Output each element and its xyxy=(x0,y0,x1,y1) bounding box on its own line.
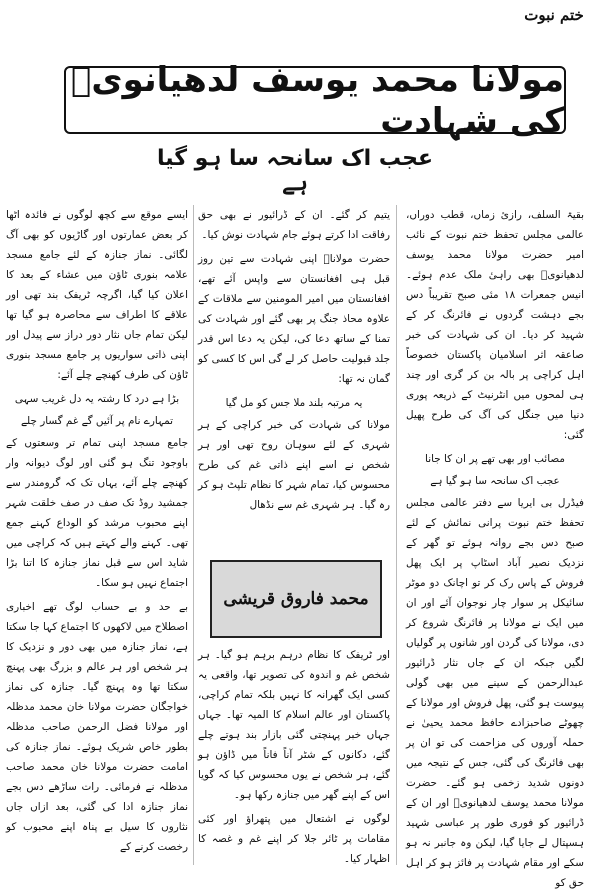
verse-line: بڑا ہے درد کا رشتہ یہ دل غریب سہی xyxy=(14,393,180,405)
paragraph: اور ٹریفک کا نظام درہم برہم ہو گیا۔ ہر شخص غم و اندوہ کی تصویر تھا، واقعی یہ کسی ایک گھرانہ کا نہیں بلکہ تمام کراچی، پاکستان اور عالم اسلام کا المیہ تھا۔ جہاں جہاں خبر پہنچتی گئی بازار بند ہوتے چلے گئے، دکانوں کے شٹر آناً فاناً میں ڈاؤن ہو گئے، ہر شخص نے یوں محسوس کیا کہ گویا اس کے اپنے گھر میں جنازہ رکھا ہو۔ xyxy=(198,649,390,801)
column-divider xyxy=(396,205,397,865)
paragraph: لوگوں نے اشتعال میں پتھراؤ اور کئی مقامات پر ٹائر جلا کر اپنے غم و غصہ کا اظہار کیا۔ xyxy=(198,813,390,865)
paragraph: جامع مسجد اپنی تمام تر وسعتوں کے باوجود تنگ ہو گئی اور لوگ دیوانہ وار کھنچے چلے آئے، یہاں تک کہ گرومندر سے جمشید روڈ تک صف در صف خلقت شہر اپنے محبوب مرشد کو الوداع کہنے جمع تھی۔ کہنے والے کہتے ہیں کہ کراچی میں شاید اس سے قبل نماز جنازہ کا اتنا بڑا اجتماع نہیں ہو سکا۔ xyxy=(6,437,188,589)
article-column-1 xyxy=(406,205,584,889)
article-column-2-continued xyxy=(198,645,390,865)
article-column-3 xyxy=(6,205,188,865)
magazine-masthead: ختم نبوت xyxy=(524,6,584,24)
article-title: مولانا محمد یوسف لدھیانویؒ کی شہادت xyxy=(71,59,564,141)
column-divider xyxy=(193,205,194,865)
verse-line: مصائب اور بھی تھے پر ان کا جانا xyxy=(425,453,565,465)
author-byline-box xyxy=(210,560,382,638)
verse-line: عجب اک سانحہ سا ہو گیا ہے xyxy=(430,475,560,487)
article-subtitle: عجب اک سانحہ سا ہو گیا ہے xyxy=(156,146,434,196)
paragraph: ایسے موقع سے کچھ لوگوں نے فائدہ اٹھا کر بعض عمارتوں اور گاڑیوں کو بھی آگ لگائی۔ نماز جنازہ کے لئے جامع مسجد علامہ بنوری ٹاؤن میں عشاء کے بعد کا اعلان کیا گیا، اگرچہ ٹریفک بند تھی اور علاقے کا اطراف سے محاصرہ ہو گیا تھا لیکن تمام جاں نثار دور دراز سے پیدل اور اپنی ذاتی سواریوں پر جامع مسجد بنوری ٹاؤن کی طرف کھنچے چلے آئے: xyxy=(6,209,188,381)
paragraph: یتیم کر گئے۔ ان کے ڈرائیور نے بھی حق رفاقت ادا کرتے ہوئے جام شہادت نوش کیا۔ xyxy=(198,209,390,241)
verse-line: تمہارے نام پر آئیں گے غم گسار چلے xyxy=(20,415,174,427)
author-name: محمد فاروق قریشی xyxy=(223,589,369,609)
paragraph: بقیۃ السلف، رازیٔ زماں، قطب دوراں، عالمی مجلس تحفظ ختم نبوت کے نائب امیر حضرت مولانا محمد یوسف لدھیانویؒ بھی راہیٔ ملک عدم ہوئے۔ انیس جمعرات ۱۸ مئی صبح تقریباً دس بجے دہشت گردوں نے فائرنگ کر کے شہید کر دیا۔ ان کی شہادت کی خبر صاعقہ اثر اسلامیان پاکستان خصوصاً اہل کراچی پر بالہ بن کر گری اور چند ہی لمحوں میں انٹرنیٹ کے ذریعہ پوری دنیا میں جنگل کی آگ کی طرح پھیل گئی: xyxy=(406,209,584,441)
paragraph: مولانا کی شہادت کی خبر کراچی کے ہر شہری کے لئے سوہان روح تھی اور ہر شخص نے اسے اپنے ذاتی غم کی طرح محسوس کیا، تمام شہر کا نظام تلپٹ ہو کر رہ گیا۔ ہر شہری غم سے نڈھال xyxy=(198,419,390,511)
article-column-2 xyxy=(198,205,390,515)
paragraph: بے حد و بے حساب لوگ تھے اخباری اصطلاح میں لاکھوں کا اجتماع کہا جا سکتا ہے، نماز جنازہ میں بھی دور و نزدیک کا ہر شخص اور ہر عالم و بزرگ بھی پہنچ سکتا تھا وہ پہنچ گیا۔ جنازہ کی نماز خواجگان حضرت مولانا خان محمد مدظلہ اور مولانا فضل الرحمن صاحب مدظلہ بطور خاص شریک ہوئے۔ نماز جنازہ کی امامت حضرت مولانا خان محمد صاحب مدظلہ نے فرمائی۔ رات ساڑھے دس بجے نماز جنازہ ادا کی گئی، بعد ازاں جاں نثاروں کا سیل بے پناہ اپنے محبوب کو رخصت کرنے کے xyxy=(6,601,188,853)
paragraph: فیڈرل بی ایریا سے دفتر عالمی مجلس تحفظ ختم نبوت پرانی نمائش کے لئے صبح دس بجے روانہ ہوئے تو گھر کے نزدیک نصیر آباد اسٹاپ پر ایک پھل فروش کے پاس رک کر تو اچانک دو موٹر سائیکل پر سوار چار نوجوان آئے اور ان میں ایک نے مولانا پر فائرنگ شروع کر دی، مولانا کی گردن اور شانوں پر گولیاں لگیں جبکہ ان کے جاں نثار ڈرائیور عبدالرحمن کے سینے میں بھی گولی پیوست ہو گئی، پھل فروش اور مولانا کے چھوٹے صاحبزادے حافظ محمد یحییٰ نے حملہ آوروں کی مزاحمت کی تو ان پر بھی فائرنگ کی گئی، جس کے نتیجہ میں دونوں شدید زخمی ہو گئے۔ حضرت مولانا محمد یوسف لدھیانویؒ اور ان کے ڈرائیور کو فوری طور پر عباسی شہید ہسپتال لے جایا گیا، لیکن وہ جانبر نہ ہو سکے اور مقام شہادت پر فائز ہو کر اہل حق کو xyxy=(406,497,584,889)
verse-line: یہ مرتبہ بلند ملا جس کو مل گیا xyxy=(225,397,363,409)
article-title-box xyxy=(64,59,566,141)
paragraph: حضرت مولاناؒ اپنی شہادت سے تین روز قبل ہی افغانستان سے واپس آئے تھے، افغانستان میں امیر المومنین سے ملاقات کے علاوہ محاذ جنگ پر بھی گئے اور شہادت کی تمنا کے ساتھ دعا کی، لیکن یہ دعا اس قدر جلد قبولیت حاصل کر لے گی اس کا کسی کو گمان نہ تھا: xyxy=(198,253,390,385)
